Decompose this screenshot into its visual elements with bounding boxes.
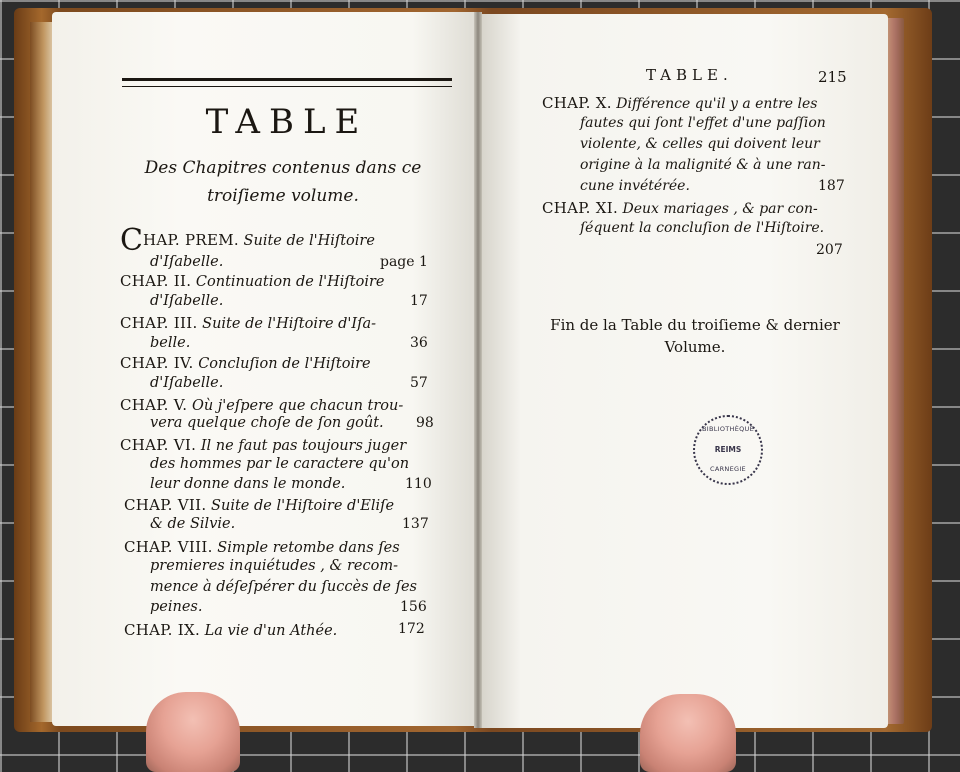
- chapter-title-line: La vie d'un Athée.: [204, 623, 338, 639]
- toc-entry-chap-prem: [120, 223, 375, 258]
- page-title: TABLE: [205, 102, 369, 142]
- chapter-title-line: origine à la malignité & à une ran-: [580, 157, 826, 173]
- chapter-title-line: cune invétérée.: [580, 178, 690, 194]
- chapter-title-line: Continuation de l'Hiſtoire: [195, 274, 385, 290]
- chapter-label: HAP. PREM.: [142, 231, 239, 249]
- page-ref: 98: [416, 415, 434, 431]
- chapter-label: CHAP. II.: [120, 272, 192, 290]
- end-note: [540, 314, 850, 358]
- stamp-text-middle: REIMS: [714, 445, 742, 454]
- right-thumb: [640, 694, 736, 772]
- chapter-title-line: & de Silvie.: [150, 516, 236, 532]
- chapter-title-line: belle.: [150, 335, 191, 351]
- chapter-label: CHAP. IV.: [120, 354, 194, 372]
- subtitle-line-1: Des Chapitres contenus dans ce: [144, 158, 422, 178]
- chapter-title-line: leur donne dans le monde.: [150, 476, 346, 492]
- chapter-label: CHAP. VII.: [124, 496, 207, 514]
- toc-entry-chap-4: [120, 354, 371, 372]
- chapter-title-line: Suite de l'Hiſtoire d'Iſa-: [202, 316, 377, 332]
- stamp-text-bottom: CARNEGIE: [710, 465, 746, 473]
- chapter-title-line: Suite de l'Hiſtoire: [243, 233, 375, 249]
- toc-entry-chap-11: [542, 199, 818, 217]
- chapter-title-line: des hommes par le caractere qu'on: [150, 456, 410, 472]
- chapter-title-line: premieres inquiétudes , & recom-: [150, 558, 398, 574]
- page-ref: 17: [410, 293, 428, 309]
- header-rule-thin: [122, 86, 452, 87]
- stamp-text-top: BIBLIOTHÈQUE: [701, 425, 755, 433]
- toc-entry-chap-7: [124, 496, 394, 514]
- chapter-title-line: violente, & celles qui doivent leur: [580, 136, 820, 152]
- chapter-title-line: d'Iſabelle.: [150, 293, 224, 309]
- page-ref: 36: [410, 335, 428, 351]
- page-ref: 137: [402, 516, 429, 532]
- chapter-label: CHAP. IX.: [124, 621, 201, 639]
- running-head: TABLE.: [646, 66, 733, 84]
- page-ref: 156: [400, 599, 427, 615]
- page-ref: 57: [410, 375, 428, 391]
- chapter-title-line: Simple retombe dans ſes: [217, 540, 400, 556]
- chapter-label: CHAP. VIII.: [124, 538, 213, 556]
- page-ref: page 1: [380, 254, 428, 270]
- left-thumb: [146, 692, 240, 772]
- chapter-title-line: Il ne faut pas toujours juger: [200, 438, 407, 454]
- chapter-title-line: Différence qu'il y a entre les: [616, 96, 818, 112]
- chapter-title-line: fautes qui ſont l'effet d'une paſſion: [580, 115, 826, 131]
- chapter-title-line: d'Iſabelle.: [150, 254, 224, 270]
- chapter-label: CHAP. XI.: [542, 199, 619, 217]
- chapter-title-line: ſéquent la concluſion de l'Hiſtoire.: [580, 220, 825, 236]
- library-stamp: [693, 415, 763, 485]
- page-ref: 207: [816, 242, 843, 258]
- toc-entry-chap-2: [120, 272, 384, 290]
- page-ref: 172: [398, 621, 425, 637]
- toc-entry-chap-10: [542, 94, 817, 112]
- toc-entry-chap-6: [120, 436, 406, 454]
- toc-entry-chap-8: [124, 538, 400, 556]
- chapter-title-line: d'Iſabelle.: [150, 375, 224, 391]
- page-ref: 187: [818, 178, 845, 194]
- toc-entry-chap-5: [120, 396, 403, 414]
- chapter-title-line: vera quelque choſe de ſon goût.: [150, 415, 384, 431]
- header-rule-thick: [122, 78, 452, 81]
- chapter-title-line: mence à déſeſpérer du ſuccès de ſes: [150, 579, 417, 595]
- chapter-title-line: Deux mariages , & par con-: [622, 201, 818, 217]
- page-ref: 110: [405, 476, 432, 492]
- left-page-edges: [30, 22, 52, 722]
- initial-c: C: [120, 223, 143, 258]
- page-number: 215: [818, 68, 847, 86]
- toc-entry-chap-3: [120, 314, 376, 332]
- chapter-label: CHAP. III.: [120, 314, 198, 332]
- chapter-label: CHAP. V.: [120, 396, 188, 414]
- chapter-label: CHAP. VI.: [120, 436, 197, 454]
- subtitle-line-2: troiſieme volume.: [207, 186, 359, 206]
- end-note-line-1: Fin de la Table du troiſieme & dernier: [550, 316, 840, 334]
- chapter-title-line: Concluſion de l'Hiſtoire: [198, 356, 371, 372]
- chapter-title-line: Suite de l'Hiſtoire d'Eliſe: [211, 498, 395, 514]
- chapter-label: CHAP. X.: [542, 94, 612, 112]
- chapter-title-line: peines.: [150, 599, 203, 615]
- book-gutter: [474, 12, 482, 728]
- toc-entry-chap-9: [124, 621, 337, 639]
- end-note-line-2: Volume.: [664, 338, 726, 356]
- chapter-title-line: Où j'eſpere que chacun trou-: [191, 398, 404, 414]
